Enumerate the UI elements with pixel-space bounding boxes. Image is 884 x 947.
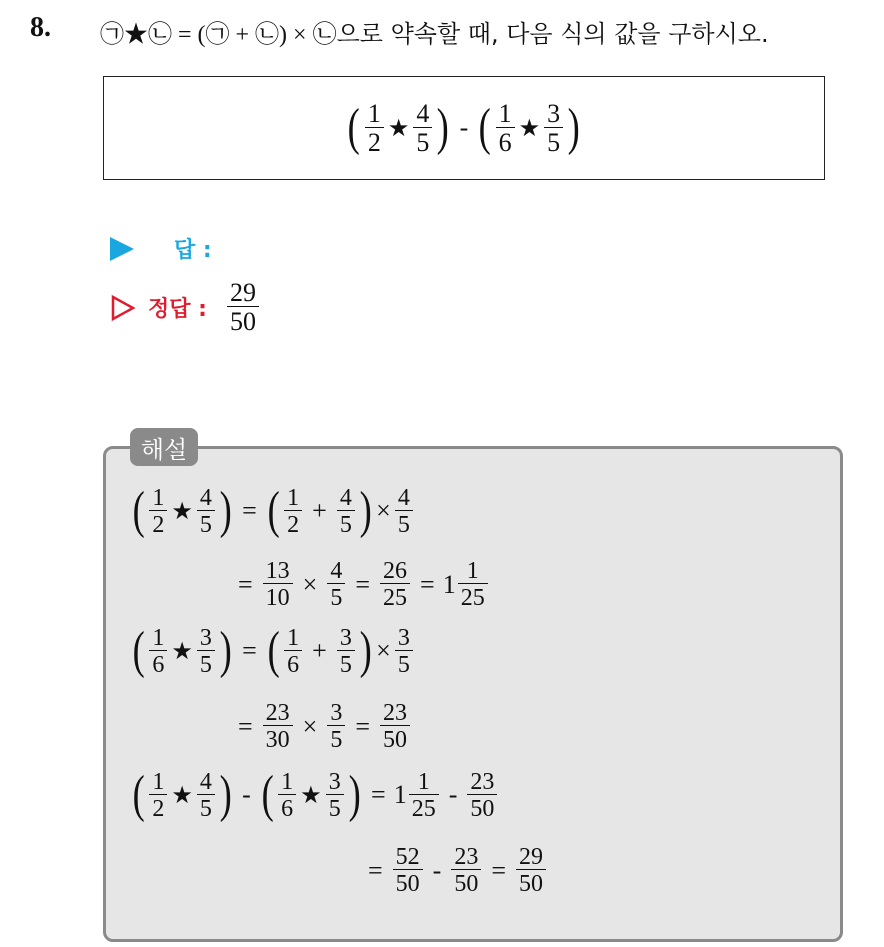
explanation-tag: 해설 (130, 428, 198, 466)
minus-sign: - (459, 113, 469, 142)
fraction: $\frac{4}{5}$ (413, 101, 432, 156)
star-icon: ★ (171, 782, 193, 809)
paren-close: ) (567, 99, 580, 156)
explanation-line-5: ( $\frac{1}{2}$ ★ $\frac{4}{5}$ ) - ( $\frac{1}{6}$ ★ $\frac{3}{5}$ ) = 1 $\frac{1}{25}$ - $\frac{23}{50}$ (130, 769, 499, 821)
question-number: 8. (30, 12, 51, 43)
star-icon: ★ (300, 782, 322, 809)
triangle-filled-icon (110, 237, 134, 261)
fraction: $\frac{1}{6}$ (496, 101, 515, 156)
problem-expression (345, 98, 582, 157)
explanation-box (103, 446, 843, 942)
explanation-line-1: ( $\frac{1}{2}$ ★ $\frac{4}{5}$ ) = ( $\frac{1}{2}$ + $\frac{4}{5}$ ) × $\frac{4}{5}$ (130, 485, 415, 537)
paren-open: ( (478, 99, 492, 156)
explanation-line-6: = $\frac{52}{50}$ - $\frac{23}{50}$ = $\frac{29}{50}$ (360, 845, 548, 896)
explanation-line-3: ( $\frac{1}{6}$ ★ $\frac{3}{5}$ ) = ( $\frac{1}{6}$ + $\frac{3}{5}$ ) × $\frac{3}{5}$ (130, 625, 415, 677)
question-instruction: 으로 약속할 때, 다음 식의 값을 구하시오. (336, 20, 769, 48)
correct-answer-value: $\frac{29}{50}$ (227, 280, 259, 335)
problem-box (103, 76, 825, 180)
question-text (100, 14, 769, 49)
fraction: $\frac{1}{2}$ (365, 101, 384, 156)
paren-close: ) (436, 99, 450, 156)
star-icon: ★ (171, 498, 193, 525)
triangle-outline-icon (110, 294, 136, 322)
explanation-line-2: = $\frac{13}{10}$ × $\frac{4}{5}$ = $\frac{26}{25}$ = 1 $\frac{1}{25}$ (230, 559, 490, 610)
star-icon: ★ (387, 115, 410, 142)
question-rule: ㉠★㉡ = (㉠ + ㉡) × ㉡ (100, 22, 337, 48)
explanation-line-4: = $\frac{23}{30}$ × $\frac{3}{5}$ = $\frac{23}{50}$ (230, 701, 412, 752)
paren-open: ( (348, 99, 361, 156)
star-icon: ★ (518, 115, 541, 142)
star-icon: ★ (171, 638, 193, 665)
correct-answer-row (110, 280, 261, 335)
answer-label: 답 : (174, 238, 212, 263)
answer-row (110, 233, 212, 264)
fraction: $\frac{3}{5}$ (544, 101, 563, 156)
correct-answer-label: 정답 : (148, 297, 207, 322)
